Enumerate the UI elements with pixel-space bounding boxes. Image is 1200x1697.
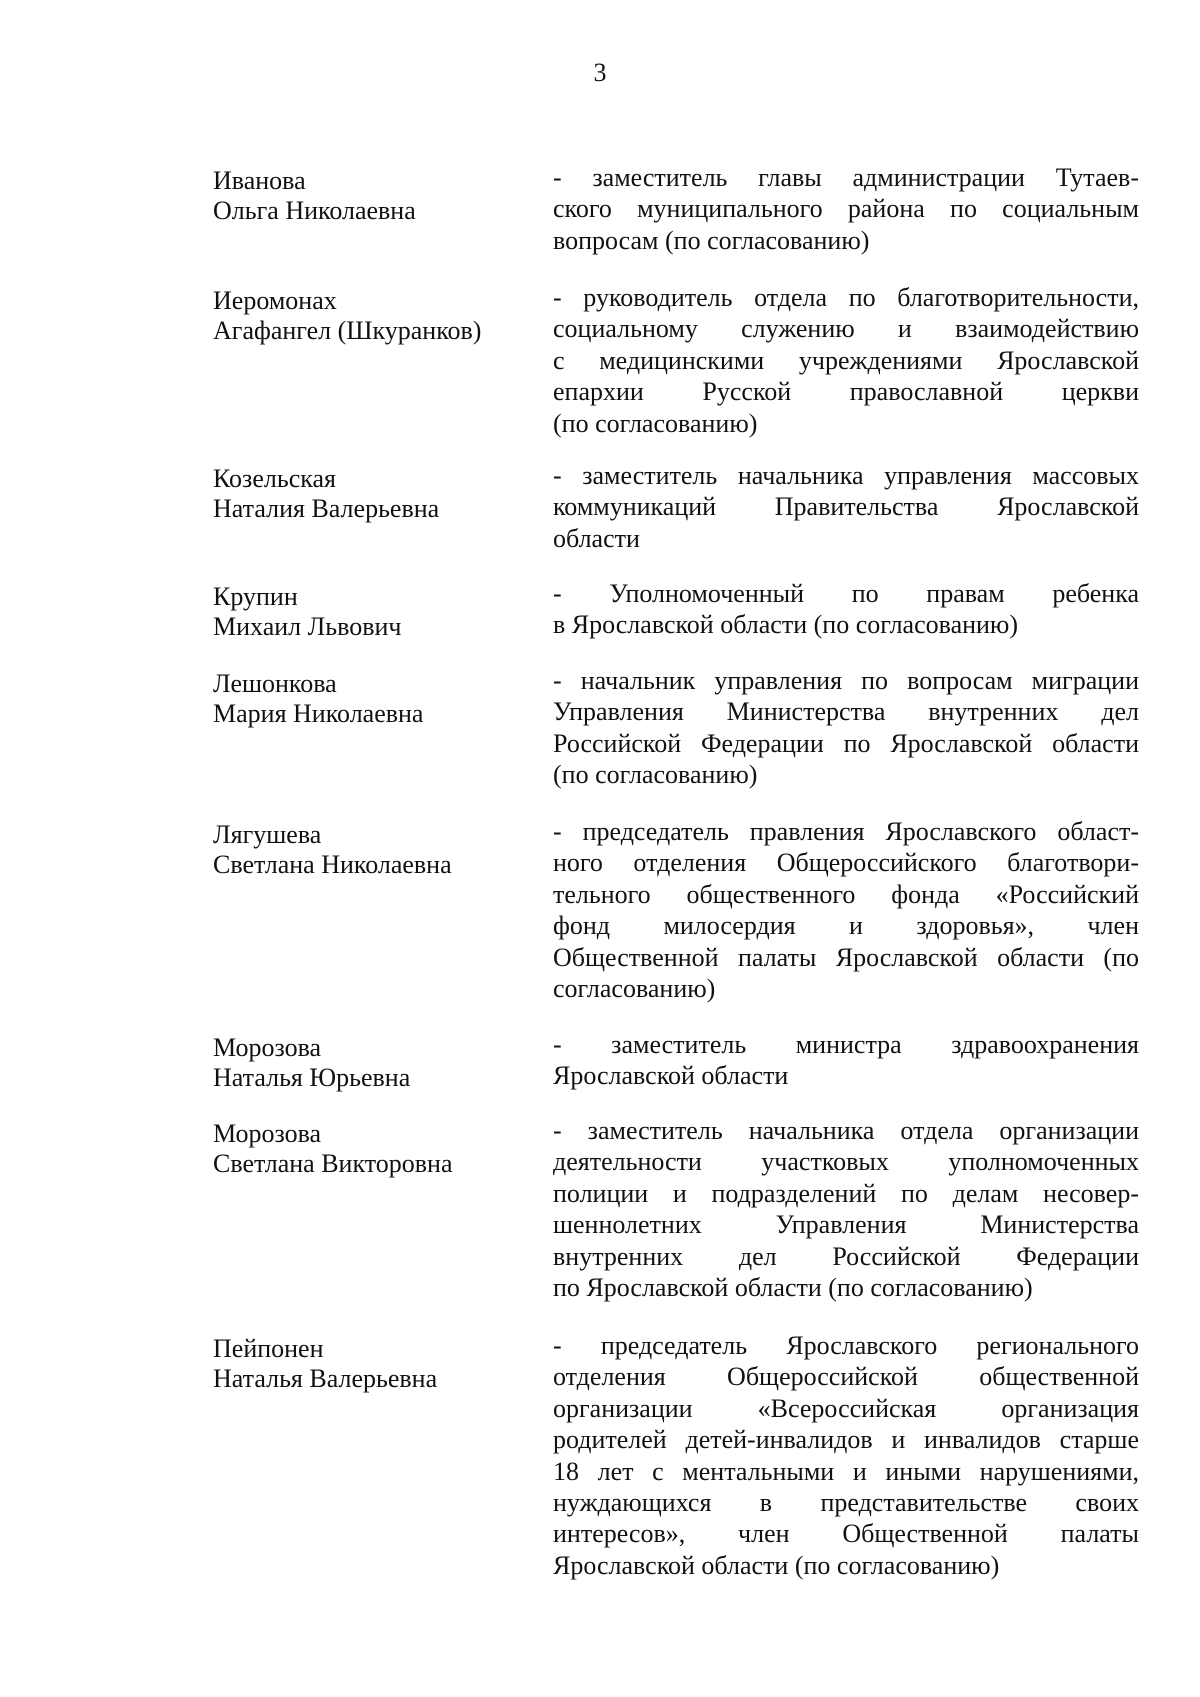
- member-given-names: Наталья Юрьевна: [213, 1063, 411, 1092]
- member-role: [553, 162, 1139, 256]
- member-role: [553, 578, 1139, 641]
- member-role-line: (по согласованию): [553, 760, 758, 790]
- member-name: [213, 1334, 513, 1394]
- member-role-line: - заместитель начальника управления массовых: [553, 461, 1139, 490]
- member-role-line: вопросам (по согласованию): [553, 225, 870, 255]
- member-role: [553, 460, 1139, 554]
- member-surname: Морозова: [213, 1119, 322, 1148]
- member-role-line: Управления Министерства внутренних дел: [553, 697, 1139, 727]
- member-given-names: Светлана Николаевна: [213, 850, 452, 879]
- member-role-line: - председатель Ярославского регионального: [553, 1331, 1139, 1360]
- member-given-names: Наталья Валерьевна: [213, 1364, 438, 1393]
- member-role-line: в Ярославской области (по согласованию): [553, 610, 1019, 640]
- member-surname: Иванова: [213, 166, 306, 195]
- member-surname: Козельская: [213, 464, 336, 493]
- member-name: [213, 582, 513, 642]
- member-role-line: 18 лет с ментальными и иными нарушениями,: [553, 1456, 1139, 1486]
- member-given-names: Наталия Валерьевна: [213, 494, 440, 523]
- member-role-line: - председатель правления Ярославского област-: [553, 817, 1139, 846]
- member-role-line: шеннолетних Управления Министерства: [553, 1210, 1139, 1240]
- member-role-line: полиции и подразделений по делам несовер-: [553, 1178, 1139, 1208]
- member-surname: Морозова: [213, 1033, 322, 1062]
- member-role: [553, 816, 1139, 1004]
- member-surname: Иеромонах: [213, 286, 337, 315]
- member-role-line: епархии Русской православной церкви: [553, 377, 1139, 407]
- member-role-line: - руководитель отдела по благотворительности,: [553, 283, 1139, 312]
- member-role: [553, 665, 1139, 791]
- member-role: [553, 1330, 1139, 1581]
- member-role-line: - начальник управления по вопросам миграции: [553, 666, 1139, 695]
- member-name: [213, 820, 513, 880]
- member-role-line: организации «Всероссийская организация: [553, 1393, 1139, 1423]
- member-role-line: тельного общественного фонда «Российский: [553, 879, 1139, 909]
- member-role-line: ского муниципального района по социальным: [553, 194, 1139, 224]
- member-role-line: согласованию): [553, 974, 716, 1004]
- member-role-line: отделения Общероссийской общественной: [553, 1362, 1139, 1392]
- member-role-line: интересов», член Общественной палаты: [553, 1519, 1139, 1549]
- member-role-line: Ярославской области (по согласованию): [553, 1550, 1000, 1580]
- member-given-names: Агафангел (Шкуранков): [213, 316, 482, 345]
- member-name: [213, 464, 513, 524]
- member-role-line: по Ярославской области (по согласованию): [553, 1273, 1033, 1303]
- member-name: [213, 1119, 513, 1179]
- member-name: [213, 1033, 513, 1093]
- member-role-line: (по согласованию): [553, 408, 758, 438]
- member-role-line: - заместитель министра здравоохранения: [553, 1030, 1139, 1059]
- member-given-names: Михаил Львович: [213, 612, 402, 641]
- member-name: [213, 286, 513, 346]
- member-role-line: Общественной палаты Ярославской области (по: [553, 942, 1139, 972]
- member-role-line: - Уполномоченный по правам ребенка: [553, 579, 1139, 608]
- member-role-line: деятельности участковых уполномоченных: [553, 1147, 1139, 1177]
- member-surname: Лешонкова: [213, 669, 337, 698]
- member-role-line: ного отделения Общероссийского благотвори-: [553, 848, 1139, 878]
- member-role-line: внутренних дел Российской Федерации: [553, 1241, 1139, 1271]
- member-role-line: с медицинскими учреждениями Ярославской: [553, 345, 1139, 375]
- member-role: [553, 1029, 1139, 1092]
- member-role-line: Ярославской области: [553, 1061, 789, 1091]
- member-role-line: коммуникаций Правительства Ярославской: [553, 492, 1139, 522]
- member-role-line: - заместитель главы администрации Тутаев-: [553, 163, 1139, 192]
- member-given-names: Мария Николаевна: [213, 699, 424, 728]
- member-given-names: Светлана Викторовна: [213, 1149, 453, 1178]
- member-role-line: нуждающихся в представительстве своих: [553, 1488, 1139, 1518]
- member-role: [553, 282, 1139, 439]
- member-name: [213, 669, 513, 729]
- member-role-line: фонд милосердия и здоровья», член: [553, 911, 1139, 941]
- member-role-line: области: [553, 523, 640, 553]
- member-surname: Лягушева: [213, 820, 322, 849]
- member-surname: Крупин: [213, 582, 298, 611]
- member-given-names: Ольга Николаевна: [213, 196, 416, 225]
- member-role-line: родителей детей-инвалидов и инвалидов старше: [553, 1425, 1139, 1455]
- page-number: 3: [593, 58, 607, 87]
- member-role: [553, 1115, 1139, 1303]
- member-role-line: Российской Федерации по Ярославской области: [553, 728, 1139, 758]
- member-name: [213, 166, 513, 226]
- member-role-line: социальному служению и взаимодействию: [553, 314, 1139, 344]
- member-role-line: - заместитель начальника отдела организации: [553, 1116, 1139, 1145]
- member-surname: Пейпонен: [213, 1334, 324, 1363]
